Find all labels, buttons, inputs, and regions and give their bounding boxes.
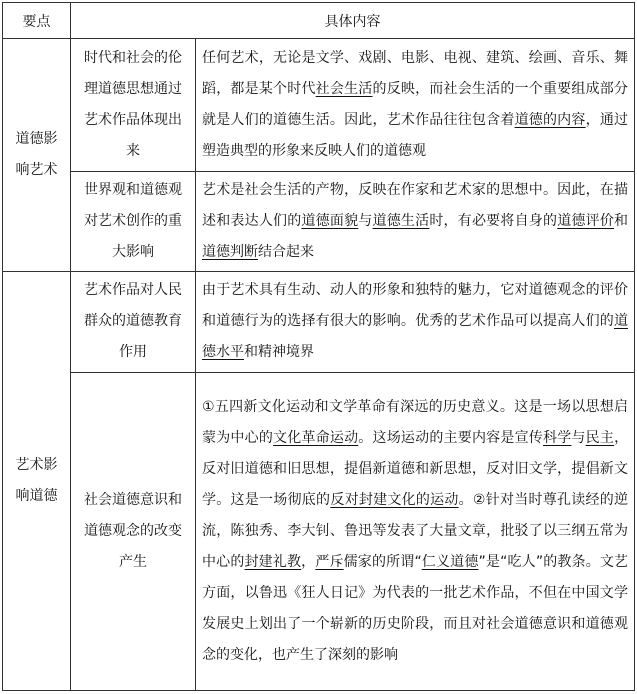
table-row <box>3 272 635 372</box>
underlined-keyword: 道德生活 <box>372 213 430 230</box>
group-key-cell: 艺术影响道德 <box>3 272 71 691</box>
text-segment: ，反对旧道德和旧思想，提倡新道德和新思想，反对旧文学，提倡新文学。这是一场彻底的 <box>202 429 629 508</box>
group-key-cell: 道德影响艺术 <box>3 39 71 272</box>
text-segment: 和精神境界 <box>244 344 314 361</box>
underlined-keyword: 民主 <box>585 429 615 446</box>
underlined-keyword: 反对封建文化的运动 <box>330 491 459 508</box>
text-segment: 时，有必要将自身的 <box>429 213 558 230</box>
text-segment: 儒家的所谓“ <box>343 553 422 570</box>
content-cell <box>196 172 635 272</box>
table-row <box>3 172 635 272</box>
underlined-keyword: 道德水平 <box>202 313 628 361</box>
sub-topic-cell: 社会道德意识和道德观念的改变产生 <box>71 372 196 690</box>
underlined-keyword: 道德判断 <box>202 244 258 261</box>
underlined-keyword: 封建礼教 <box>244 553 302 570</box>
text-segment: 。②针对当时尊孔读经的逆流，陈独秀、李大钊、鲁迅等发表了大量文章，批驳了以三纲五常为中心的 <box>202 491 628 570</box>
content-table <box>2 2 635 691</box>
sub-topic-cell: 艺术作品对人民群众的道德教育作用 <box>71 272 196 372</box>
text-segment: 与 <box>571 429 586 446</box>
header-row <box>3 3 635 39</box>
table-row <box>3 372 635 690</box>
text-segment: ， <box>301 553 316 570</box>
text-segment: 艺术是社会生活的产物，反映在作家和艺术家的思想中。因此，在描述和表达人们的 <box>202 182 628 230</box>
underlined-keyword: 社会生活 <box>315 81 373 98</box>
text-segment: 与 <box>358 213 373 230</box>
text-segment: ”是“吃人”的教条。文艺方面，以鲁迅《狂人日记》为代表的一批艺术作品，不但在中国文学发展史上划出了一个崭新的历史阶段，而且对社会道德意识和道德观念的变化，也产生了深刻的影响 <box>202 553 629 663</box>
underlined-keyword: 仁义道德 <box>421 553 479 570</box>
text-segment: ，通过塑造典型的形象来反映人们的道德观 <box>202 112 629 160</box>
underlined-keyword: 道德面貌 <box>301 213 359 230</box>
text-segment: ①五四新文化运动和文学革命有深远的历史意义。这是一场以思想启蒙为中心的 <box>202 398 628 446</box>
underlined-keyword: 严斥 <box>315 553 344 570</box>
sub-topic-cell: 时代和社会的伦理道德思想通过艺术作品体现出来 <box>71 39 196 172</box>
text-segment: 任何艺术，无论是文学、戏剧、电影、电视、建筑、绘画、音乐、舞蹈，都是某个时代 <box>202 50 628 98</box>
text-segment: 和 <box>614 213 629 230</box>
content-cell <box>196 39 635 172</box>
header-content-cell: 具体内容 <box>71 3 635 39</box>
underlined-keyword: 道德的内容 <box>514 112 586 129</box>
text-segment: 结合起来 <box>258 244 314 261</box>
underlined-keyword: 科学 <box>543 429 572 446</box>
underlined-keyword: 文化革命运动 <box>273 429 359 446</box>
text-segment: 。这场运动的主要内容是宣传 <box>358 429 543 446</box>
content-cell <box>196 272 635 372</box>
table-row <box>3 39 635 172</box>
text-segment: 的反映，而社会生活的一个重要组成部分就是人们的道德生活。因此，艺术作品往往包含着 <box>202 81 629 129</box>
text-segment: 由于艺术具有生动、动人的形象和独特的魅力，它对道德观念的评价和道德行为的选择有很大的影响。优秀的艺术作品可以提高人们的 <box>202 282 628 330</box>
content-cell <box>196 372 635 690</box>
underlined-keyword: 道德评价 <box>557 213 615 230</box>
sub-topic-cell: 世界观和道德观对艺术创作的重大影响 <box>71 172 196 272</box>
header-key-cell: 要点 <box>3 3 71 39</box>
